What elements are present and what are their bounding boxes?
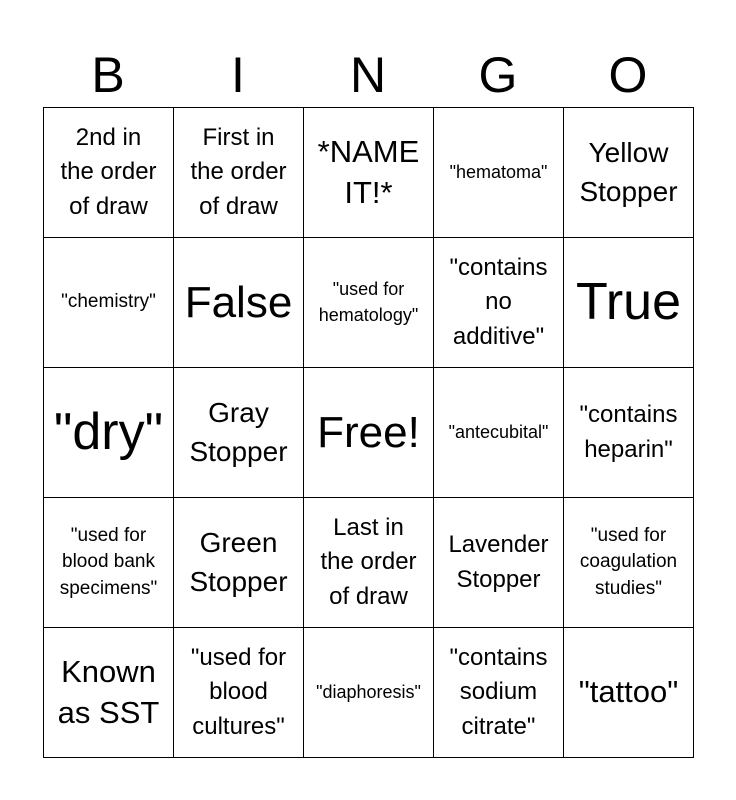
bingo-cell-r2-c2[interactable]: False bbox=[174, 238, 304, 368]
bingo-cell-r5-c2[interactable]: "used for blood cultures" bbox=[174, 628, 304, 758]
bingo-cell-r1-c2[interactable]: First in the order of draw bbox=[174, 108, 304, 238]
header-letter-n: N bbox=[349, 47, 387, 103]
bingo-cell-r2-c1[interactable]: "chemistry" bbox=[44, 238, 174, 368]
bingo-cell-r3-c2[interactable]: Gray Stopper bbox=[174, 368, 304, 498]
bingo-cell-r2-c5[interactable]: True bbox=[564, 238, 694, 368]
bingo-cell-r4-c1[interactable]: "used for blood bank specimens" bbox=[44, 498, 174, 628]
bingo-cell-r5-c4[interactable]: "contains sodium citrate" bbox=[434, 628, 564, 758]
bingo-cell-r4-c5[interactable]: "used for coagulation studies" bbox=[564, 498, 694, 628]
bingo-cell-r5-c1[interactable]: Known as SST bbox=[44, 628, 174, 758]
bingo-header bbox=[43, 44, 693, 106]
bingo-cell-r5-c5[interactable]: "tattoo" bbox=[564, 628, 694, 758]
bingo-cell-r3-c4[interactable]: "antecubital" bbox=[434, 368, 564, 498]
header-letter-g: G bbox=[478, 47, 518, 103]
header-letter-b: B bbox=[91, 47, 125, 103]
bingo-cell-r1-c1[interactable]: 2nd in the order of draw bbox=[44, 108, 174, 238]
bingo-cell-r4-c2[interactable]: Green Stopper bbox=[174, 498, 304, 628]
bingo-cell-r1-c5[interactable]: Yellow Stopper bbox=[564, 108, 694, 238]
bingo-cell-r2-c3[interactable]: "used for hematology" bbox=[304, 238, 434, 368]
bingo-cell-r2-c4[interactable]: "contains no additive" bbox=[434, 238, 564, 368]
header-letter-o: O bbox=[608, 47, 648, 103]
bingo-cell-r4-c4[interactable]: Lavender Stopper bbox=[434, 498, 564, 628]
bingo-cell-r3-c3[interactable]: Free! bbox=[304, 368, 434, 498]
bingo-cell-r1-c3[interactable]: *NAME IT!* bbox=[304, 108, 434, 238]
bingo-cell-r5-c3[interactable]: "diaphoresis" bbox=[304, 628, 434, 758]
bingo-cell-r3-c1[interactable]: "dry" bbox=[44, 368, 174, 498]
bingo-board bbox=[43, 107, 694, 758]
bingo-cell-r4-c3[interactable]: Last in the order of draw bbox=[304, 498, 434, 628]
bingo-cell-r1-c4[interactable]: "hematoma" bbox=[434, 108, 564, 238]
header-letter-i: I bbox=[231, 47, 245, 103]
bingo-cell-r3-c5[interactable]: "contains heparin" bbox=[564, 368, 694, 498]
